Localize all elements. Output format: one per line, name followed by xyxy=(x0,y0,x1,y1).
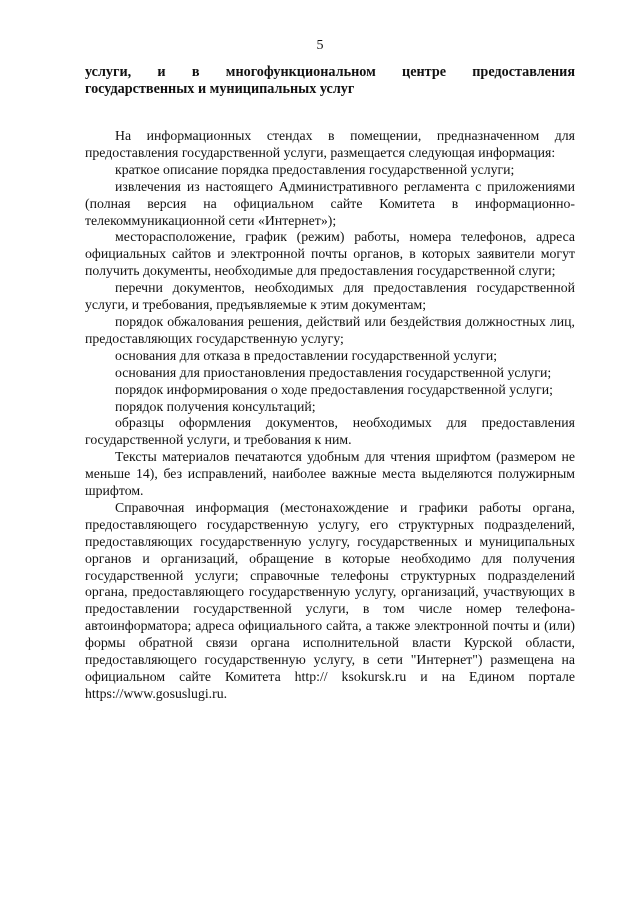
document-body xyxy=(85,128,575,703)
heading-line: услуги, и в многофункциональном центре предоставления xyxy=(85,64,575,80)
list-item: порядок информирования о ходе предоставления государственной услуги; xyxy=(115,381,553,397)
list-item: извлечения из настоящего Административного регламента с приложениями (полная версия на официальном сайте Комитета в информационно-телекоммуникационной сети «Интернет»); xyxy=(85,178,575,228)
intro-paragraph: На информационных стендах в помещении, предназначенном для предоставления государственной услуги, размещается следующая информация: xyxy=(85,128,575,160)
list-item: порядок обжалования решения, действий или бездействия должностных лиц, предоставляющих государственную услугу; xyxy=(85,313,575,346)
reference-info-paragraph: Справочная информация (местонахождение и графики работы органа, предоставляющего государственную услугу, его структурных подразделений, предоставляющих государственную услугу, государственных и муниципальных органов и организаций, обращение в которые необходимо для получения государственной услуги; справочные телефоны структурных подразделений органа, предоставляющего государственную услугу, организаций, участвующих в предоставлении государственной услуги, в том числе номер телефона-автоинформатора; адреса официального сайта, а также электронной почты и (или) формы обратной связи органа исполнительной власти Курской области, предоставляющего государственную услугу, в сети "Интернет") размещена на официальном сайте Комитета http:// ksokursk.ru и на Едином портале https://www.gosuslugi.ru. xyxy=(85,499,575,701)
list-item: порядок получения консультаций; xyxy=(115,398,316,414)
list-item: основания для приостановления предоставления государственной услуги; xyxy=(115,364,552,380)
list-item: перечни документов, необходимых для предоставления государственной услуги, и требования, предъявляемые к этим документам; xyxy=(85,280,575,313)
list-item: краткое описание порядка предоставления государственной услуги; xyxy=(115,161,515,177)
heading-line: государственных и муниципальных услуг xyxy=(85,81,355,97)
list-item: месторасположение, график (режим) работы, номера телефонов, адреса официальных сайтов и электронной почты органов, в которых заявители могут получить документы, необходимые для предоставления государственной слуги; xyxy=(85,229,575,279)
page-number: 5 xyxy=(316,38,324,53)
section-heading xyxy=(85,64,575,98)
text-paragraph: Тексты материалов печатаются удобным для чтения шрифтом (размером не меньше 14), без исправлений, наиболее важные места выделяются полужирным шрифтом. xyxy=(85,449,575,499)
list-item: основания для отказа в предоставлении государственной услуги; xyxy=(115,347,498,363)
list-item: образцы оформления документов, необходимых для предоставления государственной услуги, и требования к ним. xyxy=(85,415,575,448)
